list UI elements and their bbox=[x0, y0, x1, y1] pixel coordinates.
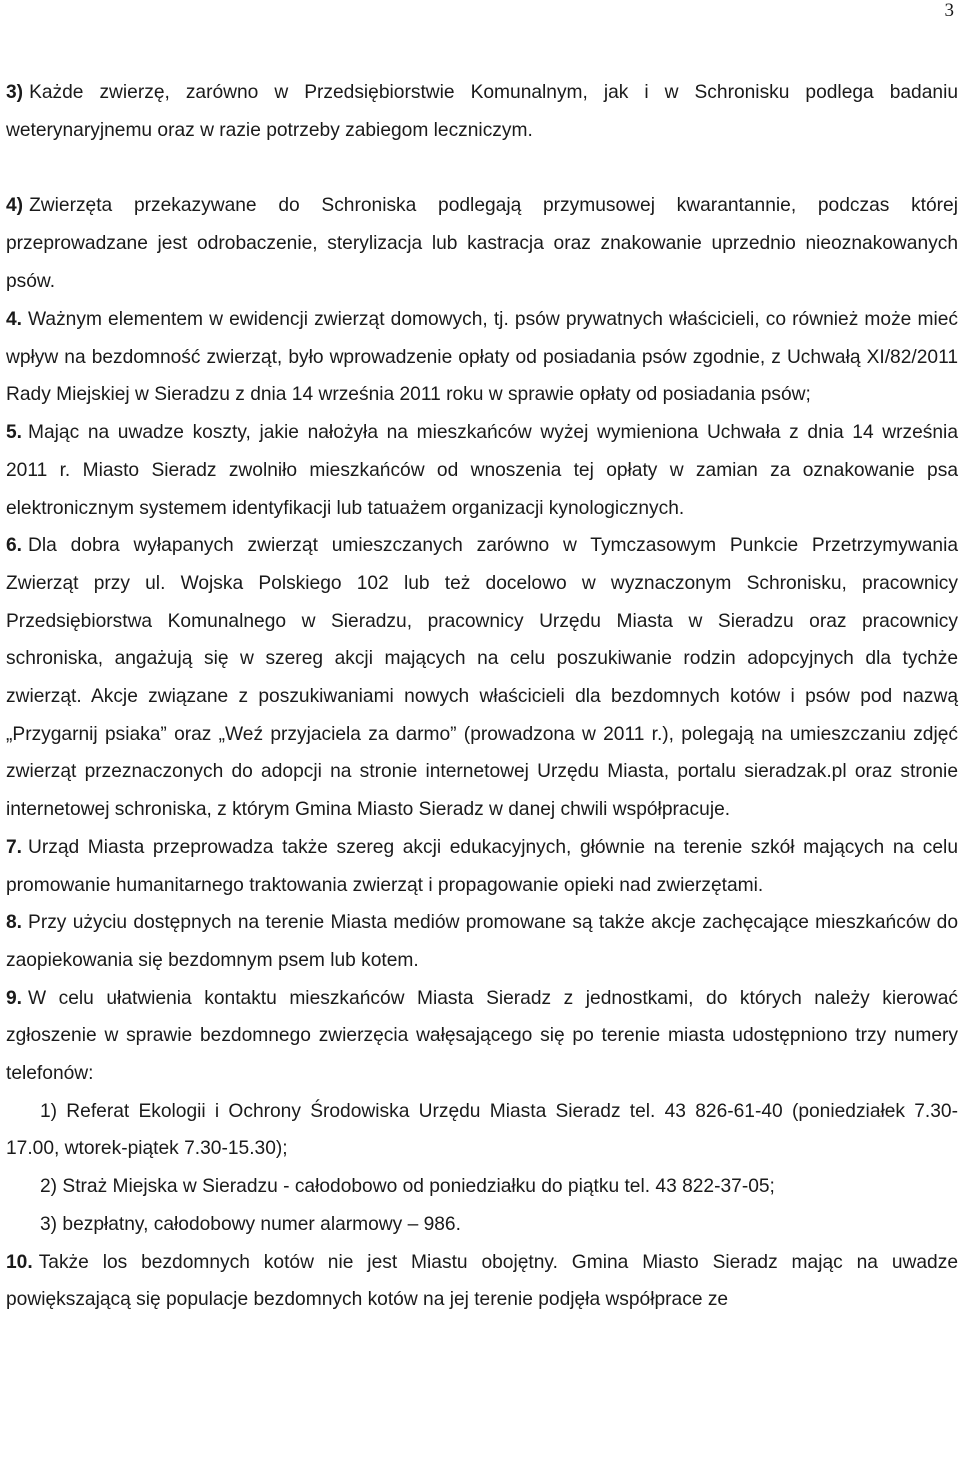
paragraph-text: Ważnym elementem w ewidencji zwierząt domowych, tj. psów prywatnych właścicieli, co również może mieć wpływ na bezdomność zwierząt, było wprowadzenie opłaty od posiadania psów zgodnie, z Uchwałą XI/82/2011 Rady Miejskiej w Sieradzu z dnia 14 września 2011 roku w sprawie opłaty od posiadania psów; bbox=[6, 309, 958, 406]
paragraph-5 bbox=[6, 414, 958, 527]
paragraph-text: Każde zwierzę, zarówno w Przedsiębiorstwie Komunalnym, jak i w Schronisku podlega badaniu weterynaryjnemu oraz w razie potrzeby zabiegom leczniczym. bbox=[6, 82, 958, 141]
paragraph-number: 7. bbox=[6, 836, 23, 858]
paragraph-8 bbox=[6, 904, 958, 979]
phone-list-item: 1) Referat Ekologii i Ochrony Środowiska Urzędu Miasta Sieradz tel. 43 826-61-40 (poniedziałek 7.30-17.00, wtorek-piątek 7.30-15.30); bbox=[6, 1100, 958, 1160]
phone-list-item: 2) Straż Miejska w Sieradzu - całodobowo od poniedziałku do piątku tel. 43 822-37-05; bbox=[40, 1176, 775, 1198]
paragraph-9 bbox=[6, 980, 958, 1093]
paragraph-number: 5. bbox=[6, 422, 23, 444]
document-body bbox=[6, 74, 958, 1319]
paragraph-4 bbox=[6, 301, 958, 414]
paragraph-text: Mając na uwadze koszty, jakie nałożyła na mieszkańców wyżej wymieniona Uchwała z dnia 14 września 2011 r. Miasto Sieradz zwolniło mieszkańców od wnoszenia tej opłaty w zamian za oznakowanie psa elektronicznym systemem identyfikacji lub tatuażem organizacji kynologicznych. bbox=[6, 422, 958, 519]
paragraph-3 bbox=[6, 74, 958, 150]
paragraph-7 bbox=[6, 829, 958, 904]
paragraph-text: Przy użyciu dostępnych na terenie Miasta mediów promowane są także akcje zachęcające mieszkańców do zaopiekowania się bezdomnym psem lub kotem. bbox=[6, 912, 958, 971]
paragraph-number: 10. bbox=[6, 1251, 33, 1273]
paragraph-number: 6. bbox=[6, 535, 23, 557]
phone-list-item: 3) bezpłatny, całodobowy numer alarmowy – 986. bbox=[40, 1213, 461, 1235]
paragraph-text: Dla dobra wyłapanych zwierząt umieszczanych zarówno w Tymczasowym Punkcie Przetrzymywania Zwierząt przy ul. Wojska Polskiego 102 lub też docelowo w wyznaczonym Schronisku, pracownicy Przedsiębiorstwa Komunalnego w Sieradzu, pracownicy Urzędu Miasta w Sieradzu oraz pracownicy schroniska, angażują się w szereg akcji mających na celu poszukiwanie rodzin adopcyjnych dla tychże zwierząt. Akcje związane z poszukiwaniami nowych właścicieli dla bezdomnych kotów i psów pod nazwą „Przygarnij psiaka” oraz „Weź przyjaciela za darmo” (prowadzona w 2011 r.), polegają na umieszczaniu zdjęć zwierząt przeznaczonych do adopcji na stronie internetowej Urzędu Miasta, portalu sieradzak.pl oraz stronie internetowej schroniska, z którym Gmina Miasto Sieradz w danej chwili współpracuje. bbox=[6, 535, 958, 821]
paragraph-number: 4) bbox=[6, 195, 24, 216]
paragraph-text: Urząd Miasta przeprowadza także szereg akcji edukacyjnych, głównie na terenie szkół mających na celu promowanie humanitarnego traktowania zwierząt i propagowanie opieki nad zwierzętami. bbox=[6, 836, 958, 896]
paragraph-number: 8. bbox=[6, 912, 23, 934]
paragraph-number: 4. bbox=[6, 309, 23, 330]
page-number: 3 bbox=[944, 0, 954, 21]
paragraph-6 bbox=[6, 527, 958, 829]
paragraph-10 bbox=[6, 1244, 958, 1319]
paragraph-number: 9. bbox=[6, 987, 23, 1009]
paragraph-text: Zwierzęta przekazywane do Schroniska podlegają przymusowej kwarantannie, podczas której przeprowadzane jest odrobaczenie, sterylizacja lub kastracja oraz znakowanie uprzednio nieoznakowanych psów. bbox=[6, 195, 958, 292]
paragraph-text: W celu ułatwienia kontaktu mieszkańców Miasta Sieradz z jednostkami, do których należy kierować zgłoszenie w sprawie bezdomnego zwierzęcia wałęsającego się po terenie miasta udostępniono trzy numery telefonów: bbox=[6, 987, 958, 1085]
paragraph-number: 3) bbox=[6, 82, 24, 103]
paragraph-text: Także los bezdomnych kotów nie jest Miastu obojętny. Gmina Miasto Sieradz mając na uwadze powiększającą się populacje bezdomnych kotów na jej terenie podjęła współprace ze bbox=[6, 1251, 958, 1311]
paragraph-4-parenthesis bbox=[6, 187, 958, 301]
